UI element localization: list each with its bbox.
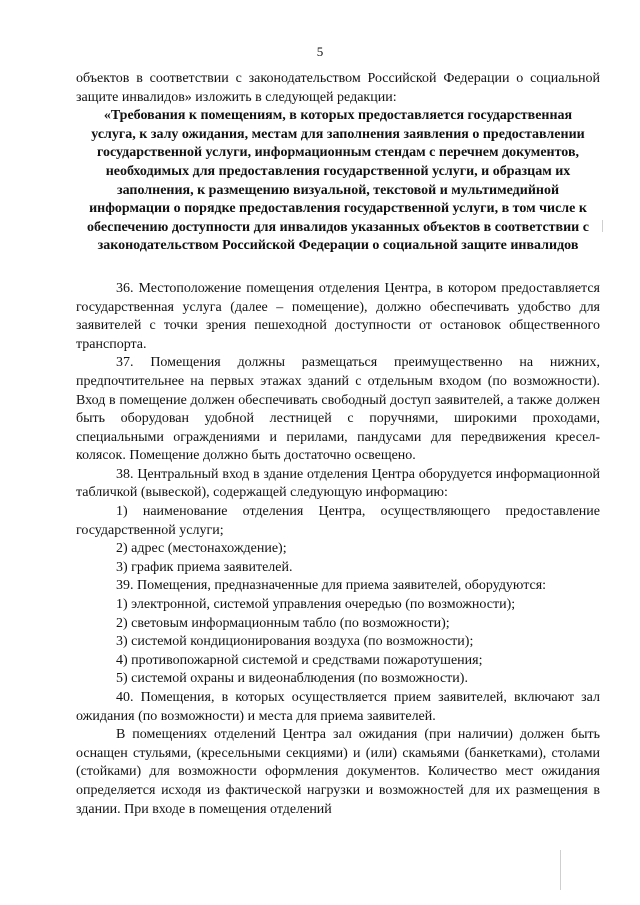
section-heading: «Требования к помещениям, в которых предоставляется государственная услуга, к залу ожидания, местам для заполнения заявления о предоставлении государственной услуги, информационным стендам с перечнем документов, необходимых для предоставления государственной услуги, и образцам их заполнения, к размещению визуальной, текстовой и мультимедийной информации о порядке предоставления государственной услуги, в том числе к обеспечению доступности для инвалидов указанных объектов в соответствии с законодательством Российской Федерации о социальной защите инвалидов	[87, 108, 589, 254]
scan-artifact-line-2	[602, 220, 603, 232]
list-item-39-4: 4) противопожарной системой и средствами пожаротушения;	[116, 652, 483, 668]
paragraph-waiting-area: В помещениях отделений Центра зал ожидания (при наличии) должен быть оснащен стульями, (кресельными секциями) и (или) скамьями (банкетками), столами (стойками) для возможности оформления документов. Количество мест ожидания определяется исходя из фактической нагрузки и возможностей для их размещения в здании. При входе в помещения отделений	[76, 727, 600, 817]
list-item-39-5: 5) системой охраны и видеонаблюдения (по возможности).	[116, 671, 468, 687]
section-gap	[76, 256, 600, 280]
intro-paragraph: объектов в соответствии с законодательством Российской Федерации о социальной защите инвалидов» изложить в следующей редакции:	[76, 71, 600, 105]
list-item-38-3: 3) график приема заявителей.	[116, 559, 293, 575]
paragraph-40: 40. Помещения, в которых осуществляется прием заявителей, включают зал ожидания (по возможности) и места для приема заявителей.	[76, 690, 600, 724]
paragraph-36: 36. Местоположение помещения отделения Центра, в котором предоставляется государственная услуга (далее – помещение), должно обеспечивать удобство для заявителей с точки зрения пешеходной доступности от остановок общественного транспорта.	[76, 280, 600, 352]
paragraph-39: 39. Помещения, предназначенные для приема заявителей, оборудуются:	[116, 578, 547, 594]
list-item-38-1: 1) наименование отделения Центра, осуществляющего предоставление государственной услуги;	[76, 504, 600, 538]
list-item-38-2: 2) адрес (местонахождение);	[116, 541, 287, 557]
list-item-39-3: 3) системой кондиционирования воздуха (по возможности);	[116, 634, 474, 650]
scan-artifact-line	[560, 850, 561, 890]
page-number: 5	[316, 44, 324, 59]
document-body	[76, 70, 600, 819]
list-item-39-1: 1) электронной, системой управления очередью (по возможности);	[116, 597, 516, 613]
paragraph-37: 37. Помещения должны размещаться преимущественно на нижних, предпочтительнее на первых этажах зданий с отдельным входом (по возможности). Вход в помещение должен обеспечивать свободный доступ заявителей, а также должен быть оборудован удобной лестницей с поручнями, широкими проходами, специальными ограждениями и перилами, пандусами для передвижения кресел-колясок. Помещение должно быть достаточно освещено.	[76, 355, 600, 464]
paragraph-38: 38. Центральный вход в здание отделения Центра оборудуется информационной табличкой (вывеской), содержащей следующую информацию:	[76, 466, 600, 501]
list-item-39-2: 2) световым информационным табло (по возможности);	[116, 615, 450, 631]
